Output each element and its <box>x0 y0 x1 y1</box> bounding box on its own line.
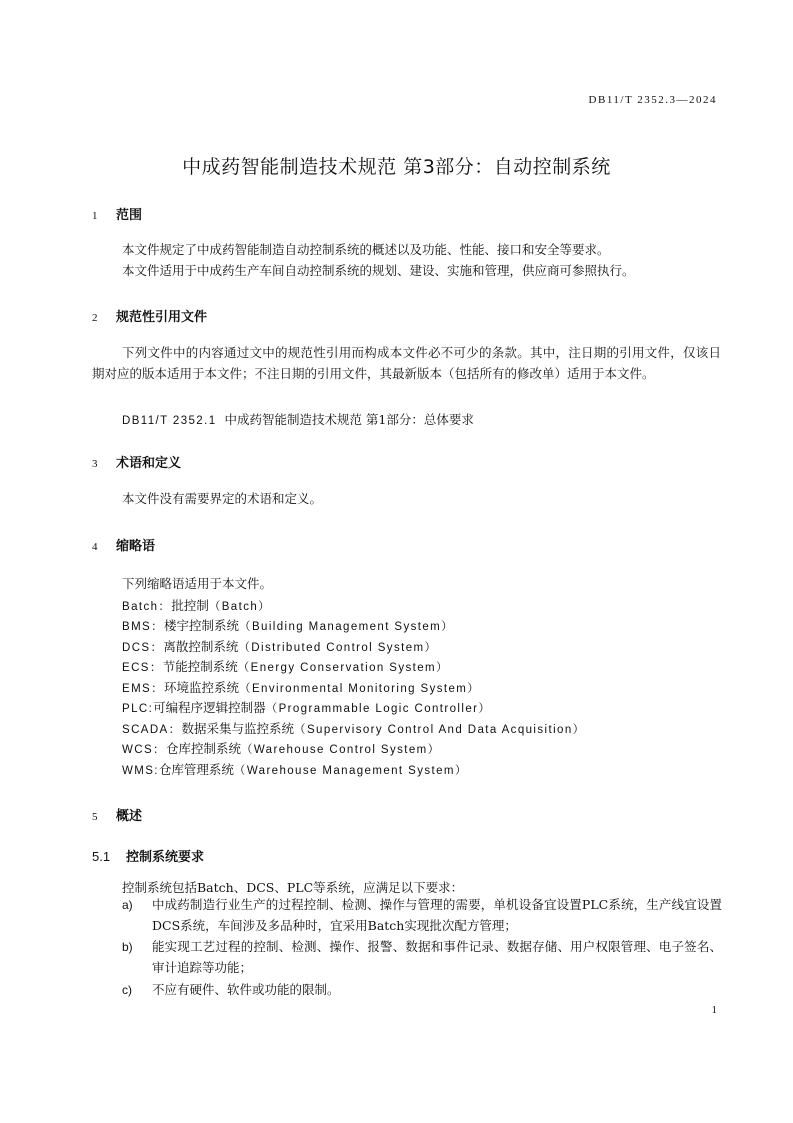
abbreviation-item <box>122 739 441 757</box>
control-system-intro: 控制系统包括Batch、DCS、PLC等系统，应满足以下要求： <box>122 880 464 895</box>
abbreviation-item <box>122 616 454 634</box>
subsection-number: 5.1 <box>92 849 111 864</box>
abbreviation-chinese: 仓库管理系统 <box>158 762 234 777</box>
abbreviation-chinese: 楼宇控制系统 <box>164 618 240 633</box>
document-code: DB11/T 2352.3—2024 <box>588 94 717 106</box>
item-text: 中成药制造行业生产的过程控制、检测、操作与管理的需要，单机设备宜设置PLC系统，生产线宜设置DCS系统，车间涉及多品种时，宜采用Batch实现批次配方管理； <box>152 897 722 933</box>
section-3-heading <box>92 452 181 471</box>
abbreviation-code: BMS： <box>122 621 165 633</box>
abbreviation-code: WCS： <box>122 744 166 756</box>
abbreviation-code: ECS： <box>122 662 163 674</box>
abbreviation-item <box>122 719 586 737</box>
page-number: 1 <box>711 1004 717 1016</box>
abbreviation-chinese: 环境监控系统 <box>164 680 240 695</box>
subsection-title: 控制系统要求 <box>126 850 205 865</box>
abbreviation-item <box>122 760 468 778</box>
abbreviation-item <box>122 596 271 614</box>
section-title: 规范性引用文件 <box>116 310 208 325</box>
abbreviation-chinese: 数据采集与监控系统 <box>181 721 295 736</box>
section-title: 术语和定义 <box>116 456 182 471</box>
section-title: 缩略语 <box>116 539 156 554</box>
abbreviation-code: EMS： <box>122 683 165 695</box>
abbreviation-item <box>122 698 491 716</box>
abbreviation-english: （Supervisory Control And Data Acquisition） <box>294 724 586 736</box>
abbreviation-code: DCS： <box>122 642 164 654</box>
requirement-item <box>122 937 722 978</box>
abbreviation-item <box>122 637 437 655</box>
abbreviation-item <box>122 678 480 696</box>
subsection-5-1-heading <box>92 846 204 865</box>
item-marker: b) <box>122 940 133 954</box>
section-title: 概述 <box>116 809 143 824</box>
abbreviation-code: WMS: <box>122 765 159 777</box>
abbreviation-code: PLC: <box>122 703 154 715</box>
reference-code: DB11/T 2352.1 <box>122 415 217 427</box>
requirement-item <box>122 895 722 936</box>
abbreviation-english: （Programmable Logic Controller） <box>265 703 492 715</box>
reference-title: 中成药智能制造技术规范 第1部分：总体要求 <box>224 412 474 427</box>
abbreviation-english: （Warehouse Management System） <box>233 765 468 777</box>
abbreviation-english: （Batch） <box>208 601 272 613</box>
section-number: 2 <box>92 312 98 324</box>
abbreviation-code: SCADA： <box>122 724 182 736</box>
abbreviation-chinese: 仓库控制系统 <box>165 741 241 756</box>
section-number: 1 <box>92 210 98 222</box>
abbreviation-chinese: 批控制 <box>171 598 209 613</box>
scope-paragraph-1: 本文件规定了中成药智能制造自动控制系统的概述以及功能、性能、接口和安全等要求。 <box>122 242 610 257</box>
terms-paragraph: 本文件没有需要界定的术语和定义。 <box>122 491 323 506</box>
scope-paragraph-2: 本文件适用于中成药生产车间自动控制系统的规划、建设、实施和管理，供应商可参照执行。 <box>122 263 635 278</box>
section-title: 范围 <box>116 208 143 223</box>
abbreviation-english: （Warehouse Control System） <box>240 744 441 756</box>
abbreviation-item <box>122 657 449 675</box>
section-number: 3 <box>92 458 98 470</box>
section-2-heading <box>92 306 207 325</box>
abbreviation-english: （Building Management System） <box>239 621 455 633</box>
abbreviation-chinese: 可编程序逻辑控制器 <box>153 700 266 715</box>
section-number: 5 <box>92 811 98 823</box>
abbreviation-code: Batch： <box>122 601 172 613</box>
item-text: 能实现工艺过程的控制、检测、操作、报警、数据和事件记录、数据存储、用户权限管理、电子签名、审计追踪等功能； <box>152 939 722 975</box>
item-text: 不应有硬件、软件或功能的限制。 <box>152 982 340 997</box>
abbreviation-english: （Environmental Monitoring System） <box>239 683 481 695</box>
section-number: 4 <box>92 541 98 553</box>
section-1-heading <box>92 204 142 223</box>
item-marker: c) <box>122 983 132 997</box>
normative-references-paragraph: 下列文件中的内容通过文中的规范性引用而构成本文件必不可少的条款。其中，注日期的引用文件，仅该日期对应的版本适用于本文件；不注日期的引用文件，其最新版本（包括所有的修改单）适用于本文件。 <box>92 345 721 381</box>
reference-entry <box>122 410 474 428</box>
abbreviation-english: （Energy Conservation System） <box>237 662 449 674</box>
abbreviations-intro: 下列缩略语适用于本文件。 <box>122 576 273 591</box>
requirement-item <box>122 980 722 1001</box>
item-marker: a) <box>122 898 133 912</box>
document-title: 中成药智能制造技术规范 第3部分：自动控制系统 <box>182 156 611 178</box>
abbreviation-chinese: 节能控制系统 <box>162 659 238 674</box>
abbreviation-chinese: 离散控制系统 <box>163 639 239 654</box>
section-5-heading <box>92 805 142 824</box>
abbreviation-english: （Distributed Control System） <box>238 642 438 654</box>
section-4-heading <box>92 535 155 554</box>
